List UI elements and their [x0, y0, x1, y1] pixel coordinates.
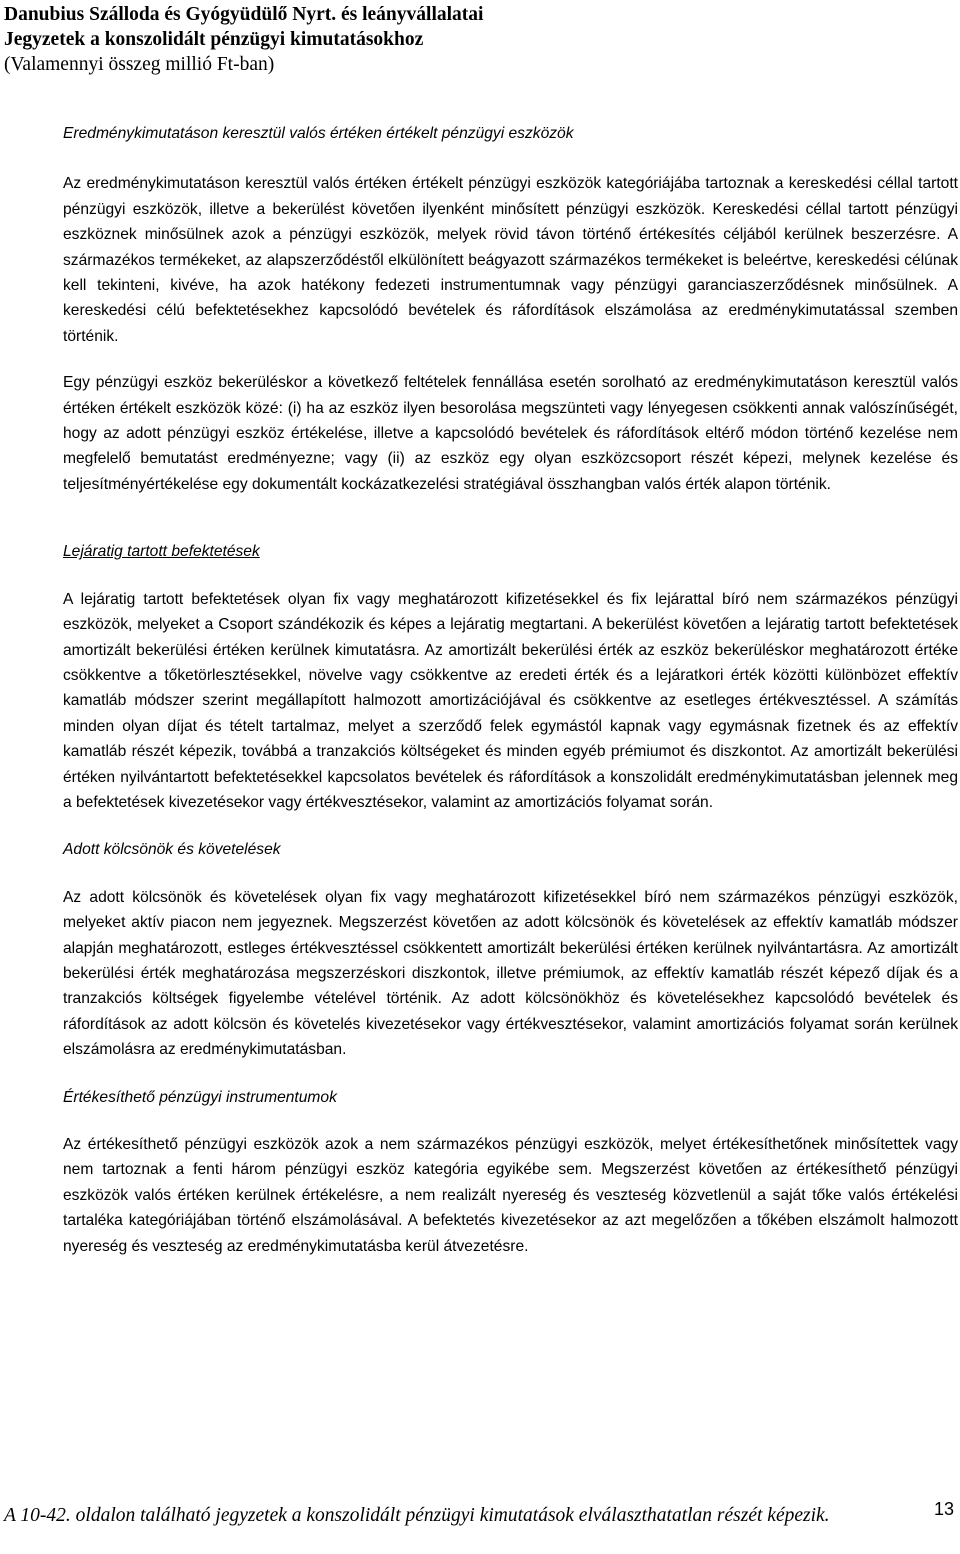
company-name: Danubius Szálloda és Gyógyüdülő Nyrt. és leányvállalatai — [4, 4, 484, 25]
document-body — [63, 121, 958, 1259]
paragraph: Az eredménykimutatáson keresztül valós értéken értékelt pénzügyi eszközök kategóriájába tartoznak a kereskedési céllal tartott pénzügyi eszközök, illetve a bekerülést követően ilyenként minősített pénzügyi eszközök. Kereskedési céllal tartott pénzügyi eszköznek minősülnek azok a pénzügyi eszközök, melyek rövid távon történő értékesítés céljából kerülnek beszerzésre. A származékos termékeket, az alapszerződéstől elkülönített beágyazott származékos termékeket is beleértve, kereskedési célúnak kell tekinteni, kivéve, ha azok hatékony fedezeti instrumentumnak vagy pénzügyi garanciaszerződésnek minősülnek. A kereskedési célú befektetésekhez kapcsolódó bevételek és ráfordítások elszámolása az eredménykimutatással szemben történik. — [63, 175, 958, 345]
section-heading: Értékesíthető pénzügyi instrumentumok — [63, 1088, 337, 1106]
document-header — [4, 2, 483, 77]
paragraph: Egy pénzügyi eszköz bekerüléskor a következő feltételek fennállása esetén sorolható az eredménykimutatáson keresztül valós értéken értékelt eszközök közé: (i) ha az eszköz ilyen besorolása megszünteti vagy lényegesen csökkenti annak valószínűségét, hogy az adott pénzügyi eszköz értékelése, illetve a kapcsolódó bevételek és ráfordítások eltérő módon történő kezelése nem megfelelő bemutatást eredményezne; vagy (ii) az eszköz egy olyan eszközcsoport részét képezi, melynek kezelése és teljesítményértékelése egy dokumentált kockázatkezelési stratégiával összhangban valós érték alapon történik. — [63, 374, 958, 493]
notes-title: Jegyzetek a konszolidált pénzügyi kimutatásokhoz — [4, 29, 424, 50]
paragraph: Az adott kölcsönök és követelések olyan fix vagy meghatározott kifizetésekkel bíró nem származékos pénzügyi eszközök, melyeket aktív piacon nem jegyeznek. Megszerzést követően az adott kölcsönök és követelések az effektív kamatláb módszer alapján meghatározott, estleges értékvesztéssel csökkentett amortizált bekerülési értéken kerülnek nyilvántartásra. Az amortizált bekerülési érték meghatározása megszerzéskori diszkontok, illetve prémiumok, az effektív kamatláb részét képező díjak és a tranzakciós költségek figyelembe vételével történik. Az adott kölcsönökhöz és követelésekhez kapcsolódó bevételek és ráfordítások az adott kölcsön és követelés kivezetésekor vagy értékvesztésekor, valamint amortizációs folyamat során kerülnek elszámolásra az eredménykimutatásban. — [63, 888, 958, 1059]
section-heading: Lejáratig tartott befektetések — [63, 543, 260, 561]
paragraph: Az értékesíthető pénzügyi eszközök azok a nem származékos pénzügyi eszközök, melyet értékesíthetőnek minősítettek vagy nem tartoznak a fenti három pénzügyi eszköz kategória egyikébe sem. Megszerzést követően az értékesíthető pénzügyi eszközök valós értéken kerülnek értékelésre, a nem realizált nyereség és veszteség közvetlenül a saját tőke valós értékelési tartaléka kategóriájában történő elszámolásával. A befektetés kivezetésekor az azt megelőzően a tőkében elszámolt halmozott nyereség és veszteség az eredménykimutatásba kerül átvezetésre. — [63, 1136, 958, 1255]
currency-note: (Valamennyi összeg millió Ft-ban) — [4, 54, 275, 75]
section-heading: Eredménykimutatáson keresztül valós értéken értékelt pénzügyi eszközök — [63, 125, 574, 142]
paragraph: A lejáratig tartott befektetések olyan fix vagy meghatározott kifizetésekkel és fix lejárattal bíró nem származékos pénzügyi eszközök, melyeket a Csoport szándékozik és képes a lejáratig megtartani. A bekerülést követően a lejáratig tartott befektetések amortizált bekerülési értéken kerülnek kimutatásra. Az amortizált bekerülési érték az eszköz bekerüléskor meghatározott értéke csökkentve a tőketörlesztésekkel, növelve vagy csökkentve az eredeti érték és a lejáratkori érték közötti különbözet effektív kamatláb módszer szerint megállapított halmozott amortizációjával és csökkentve az esetleges értékvesztéssel. A számítás minden olyan díjat és tételt tartalmaz, melyet a szerződő felek egymástól kapnak vagy egymásnak fizetnek és az effektív kamatláb részét képezik, továbbá a tranzakciós költségeket és minden egyéb prémiumot és diszkontot. Az amortizált bekerülési értéken nyilvántartott befektetésekkel kapcsolatos bevételek és ráfordítások a konszolidált eredménykimutatásban jelennek meg a befektetések kivezetésekor vagy értékvesztésekor, valamint az amortizációs folyamat során. — [63, 590, 958, 811]
page-number: 13 — [934, 1499, 955, 1519]
section-heading: Adott kölcsönök és követelések — [63, 841, 281, 859]
footer-note: A 10-42. oldalon található jegyzetek a konszolidált pénzügyi kimutatások elválaszthatatlan részét képezik. — [4, 1505, 830, 1526]
